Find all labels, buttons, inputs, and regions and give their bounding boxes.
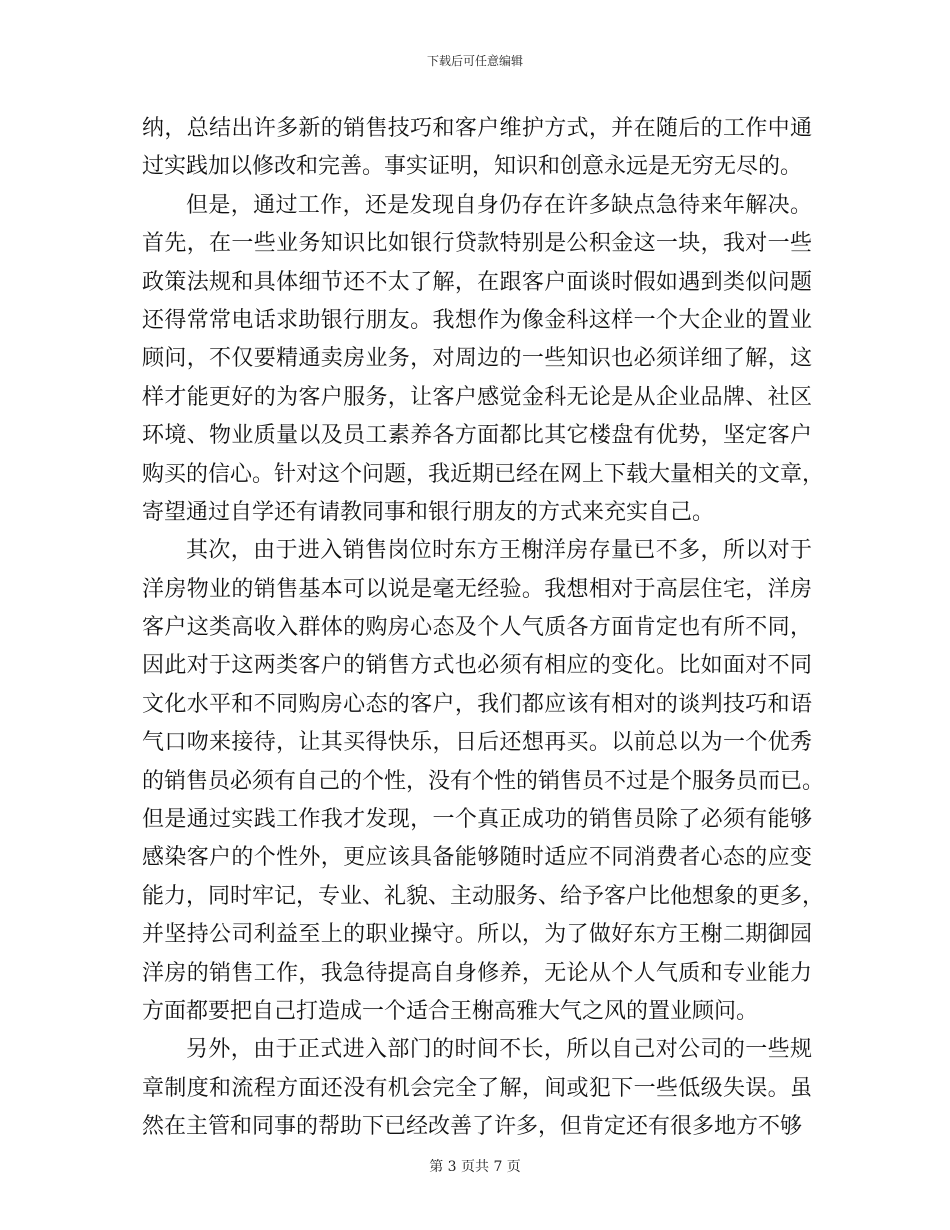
text-line: 客户这类高收入群体的购房心态及个人气质各方面肯定也有所不同， [142, 615, 812, 641]
text-line: 然在主管和同事的帮助下已经改善了许多，但肯定还有很多地方不够 [142, 1114, 803, 1140]
text-line: 寄望通过自学还有请教同事和银行朋友的方式来充实自己。 [142, 499, 715, 525]
text-line: 洋房物业的销售基本可以说是毫无经验。我想相对于高层住宅，洋房 [142, 576, 812, 602]
text-line: 纳，总结出许多新的销售技巧和客户维护方式，并在随后的工作中通 [142, 116, 812, 141]
text-line: 章制度和流程方面还没有机会完全了解，间或犯下一些低级失误。虽 [142, 1075, 812, 1101]
text-line: 另外，由于正式进入部门的时间不长，所以自己对公司的一些规 [186, 1037, 812, 1063]
text-line: 因此对于这两类客户的销售方式也必须有相应的变化。比如面对不同 [142, 653, 812, 679]
text-line: 首先，在一些业务知识比如银行贷款特别是公积金这一块，我对一些 [142, 231, 812, 257]
text-line: 过实践加以修改和完善。事实证明，知识和创意永远是无穷无尽的。 [142, 154, 803, 180]
text-line: 政策法规和具体细节还不太了解，在跟客户面谈时假如遇到类似问题 [142, 269, 812, 295]
text-line: 其次，由于进入销售岗位时东方王榭洋房存量已不多，所以对于 [186, 538, 812, 564]
text-line: 洋房的销售工作，我急待提高自身修养，无论从个人气质和专业能力 [142, 960, 812, 986]
text-line: 能力，同时牢记，专业、礼貌、主动服务、给予客户比他想象的更多， [142, 883, 825, 909]
text-line: 感染客户的个性外，更应该具备能够随时适应不同消费者心态的应变 [142, 845, 812, 871]
text-line: 但是通过实践工作我才发现，一个真正成功的销售员除了必须有能够 [142, 807, 812, 833]
text-line: 样才能更好的为客户服务，让客户感觉金科无论是从企业品牌、社区 [142, 384, 812, 410]
text-line: 气口吻来接待，让其买得快乐，日后还想再买。以前总以为一个优秀 [142, 730, 812, 756]
text-line: 并坚持公司利益至上的职业操守。所以，为了做好东方王榭二期御园 [142, 922, 812, 948]
text-line: 方面都要把自己打造成一个适合王榭高雅大气之风的置业顾问。 [142, 998, 759, 1024]
text-line: 环境、物业质量以及员工素养各方面都比其它楼盘有优势，坚定客户 [142, 423, 812, 449]
text-line: 顾问，不仅要精通卖房业务，对周边的一些知识也必须详细了解，这 [142, 346, 812, 372]
text-line: 但是，通过工作，还是发现自身仍存在许多缺点急待来年解决。 [186, 192, 812, 218]
page-footer: 第 3 页共 7 页 [429, 1159, 521, 1175]
text-line: 还得常常电话求助银行朋友。我想作为像金科这样一个大企业的置业 [142, 307, 812, 333]
text-line: 文化水平和不同购房心态的客户，我们都应该有相对的谈判技巧和语 [142, 691, 812, 717]
document-body [142, 110, 825, 1147]
page-header: 下载后可任意编辑 [426, 54, 523, 68]
text-line: 的销售员必须有自己的个性，没有个性的销售员不过是个服务员而已。 [142, 768, 825, 794]
text-line: 购买的信心。针对这个问题，我近期已经在网上下载大量相关的文章， [142, 461, 825, 487]
